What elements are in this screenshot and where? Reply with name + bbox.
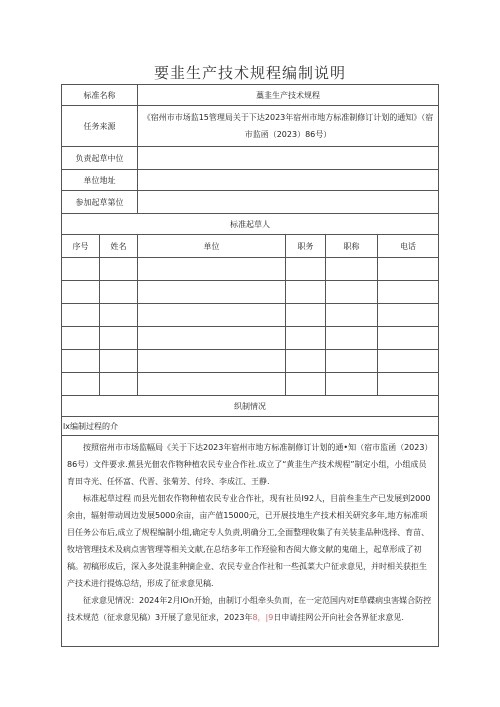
col-header-position: 职务: [286, 235, 326, 258]
col-header-phone: 电话: [378, 235, 439, 258]
participants-label: 参加起草第位: [62, 191, 138, 214]
col-header-index: 序号: [62, 235, 100, 258]
standard-name-value: 藁韭生产技术规程: [138, 85, 439, 106]
org-paragraph-1: 按照宿州市市场监幅局《关于下达2023年宿州市地方标准制修订计划的通•知（宿市监函（2023）86号）文件要求.蕉县光佃农作物种植农民专业合作社.成立了“黄韭生产技术规程”制定小组，小组成员育田寺光、任怀富、代晋、张菊芳、付玲、李成江、王静.: [67, 443, 433, 486]
participants-value: [138, 191, 439, 214]
drafters-section-title: 标准起草人: [62, 214, 439, 235]
col-header-name: 姓名: [100, 235, 138, 258]
col-header-unit: 单位: [138, 235, 286, 258]
address-value: [138, 170, 439, 191]
standard-info-table: [61, 84, 439, 647]
task-source-label: 任务来源: [62, 106, 138, 147]
table-row: [62, 350, 439, 373]
table-row: [62, 258, 439, 281]
task-source-value: 《宿州市市场监15管理局关于下达2023年宿州市地方标准制修订计划的通知》（宿市监函（2023）86号）: [138, 106, 439, 147]
org-section-title: 织制情况: [62, 396, 439, 417]
document-title: 要韭生产技术规程编制说明: [153, 64, 346, 82]
org-subheading: lx编制过程的介: [62, 417, 439, 436]
col-header-title: 职称: [326, 235, 378, 258]
lead-org-label: 负责起草中位: [62, 147, 138, 170]
table-row: [62, 304, 439, 327]
table-row: [62, 281, 439, 304]
org-body: [62, 436, 439, 647]
org-paragraph-2: 标准起草过程 而县光佃农作物种植农民专业合作社，现有社员I92人，目前叁韭生产已发展到2000余由，辐射带动周边发展5000余亩，亩产值15000元，已开展技地生产技术相关研究多年,地方标准项目任务公布后,成立了规程编制小组,确定专人负责,明确分工,全面整理收集了有关装韭品种选择、育苗、牧培管理技术及病点害管理等相关文献,在总结多年工作羟验和杏阅大修文献的鬼础上，起草形成了初稿。初稿形成后，深入多处混韭种摘企业、农民专业合作社和一些孤菜大户征求意见，并时相关获拒生产技术进行提炼总结，形成了征求意见稿.: [67, 494, 431, 588]
address-label: 单位地址: [62, 170, 138, 191]
table-row: [62, 373, 439, 396]
table-row: [62, 327, 439, 350]
standard-name-label: 标准名称: [62, 85, 138, 106]
org-paragraph-3: 征求意见情况：2024年2月lOn开始，由制订小组牵头负而，在一定范国内对E草碟病虫害媒合防控技术规范（征求意见稿）3开展了意见征求，2023年8，|9日申请挂网公开向社会各界征求意见.: [67, 596, 432, 622]
lead-org-value: [138, 147, 439, 170]
